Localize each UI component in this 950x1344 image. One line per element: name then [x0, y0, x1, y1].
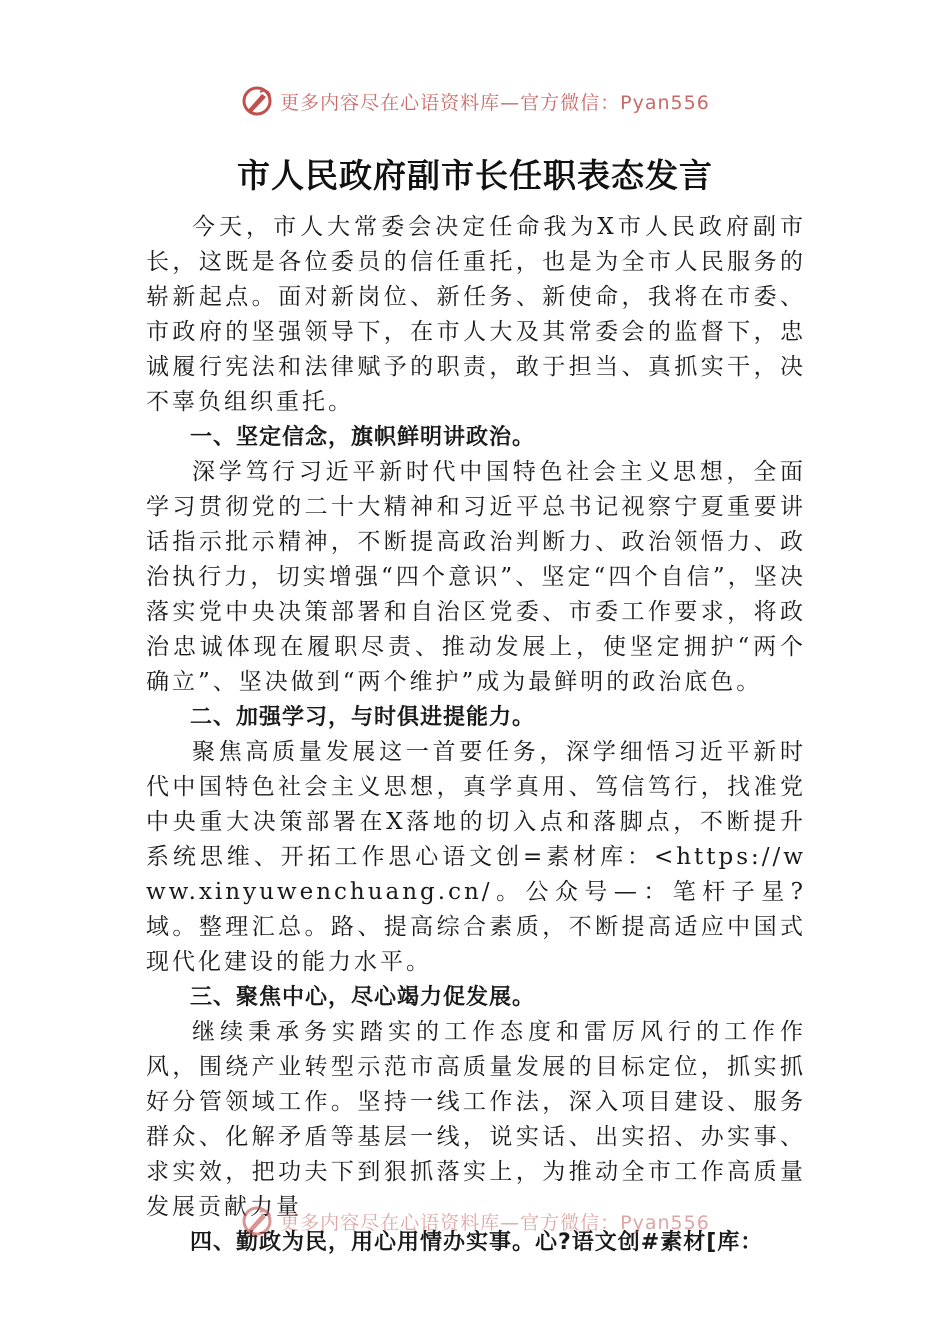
section-heading-1: 一、坚定信念，旗帜鲜明讲政治。	[190, 425, 536, 450]
paragraph-intro: 今天，市人大常委会决定任命我为X市人民政府副市长，这既是各位委员的信任重托，也是为全市人民服务的崭新起点。面对新岗位、新任务、新使命，我将在市委、市政府的坚强领导下，在市人大及其常委会的监督下，忠诚履行宪法和法律赋予的职责，敢于担当、真抓实干，决不辜负组织重托。	[146, 214, 806, 415]
watermark-header	[0, 84, 950, 118]
section-heading-4: 四、勤政为民，用心用情办实事。心?语文创#素材[库：	[190, 1230, 764, 1255]
paragraph-section-2: 聚焦高质量发展这一首要任务，深学细悟习近平新时代中国特色社会主义思想，真学真用、笃信笃行，找准党中央重大决策部署在X落地的切入点和落脚点，不断提升系统思维、开拓工作思心语文创=素材库：<https://www.xinyuwenchuang.cn/。公众号—：笔杆子星?域。整理汇总。路、提高综合素质，不断提高适应中国式现代化建设的能力水平。	[146, 739, 806, 975]
section-heading-2: 二、加强学习，与时俱进提能力。	[190, 705, 536, 730]
watermark-text: 更多内容尽在心语资料库—官方微信：Pyan556	[280, 91, 710, 114]
paragraph-section-3: 继续秉承务实踏实的工作态度和雷厉风行的工作作风，围绕产业转型示范市高质量发展的目标定位，抓实抓好分管领域工作。坚持一线工作法，深入项目建设、服务群众、化解矛盾等基层一线，说实话、出实招、办实事、求实效，把功夫下到狠抓落实上，为推动全市工作高质量发展贡献力量	[146, 1019, 806, 1220]
watermark-footer	[0, 1204, 950, 1238]
paragraph-section-1: 深学笃行习近平新时代中国特色社会主义思想，全面学习贯彻党的二十大精神和习近平总书记视察宁夏重要讲话指示批示精神，不断提高政治判断力、政治领悟力、政治执行力，切实增强“四个意识”、坚定“四个自信”，坚决落实党中央决策部署和自治区党委、市委工作要求，将政治忠诚体现在履职尽责、推动发展上，使坚定拥护“两个确立”、坚决做到“两个维护”成为最鲜明的政治底色。	[146, 459, 806, 695]
watermark-text: 更多内容尽在心语资料库—官方微信：Pyan556	[280, 1211, 710, 1234]
document-title: 市人民政府副市长任职表态发言	[237, 156, 713, 195]
brand-logo-icon	[240, 84, 274, 118]
brand-logo-icon	[240, 1204, 274, 1238]
section-heading-3: 三、聚焦中心，尽心竭力促发展。	[190, 985, 536, 1010]
